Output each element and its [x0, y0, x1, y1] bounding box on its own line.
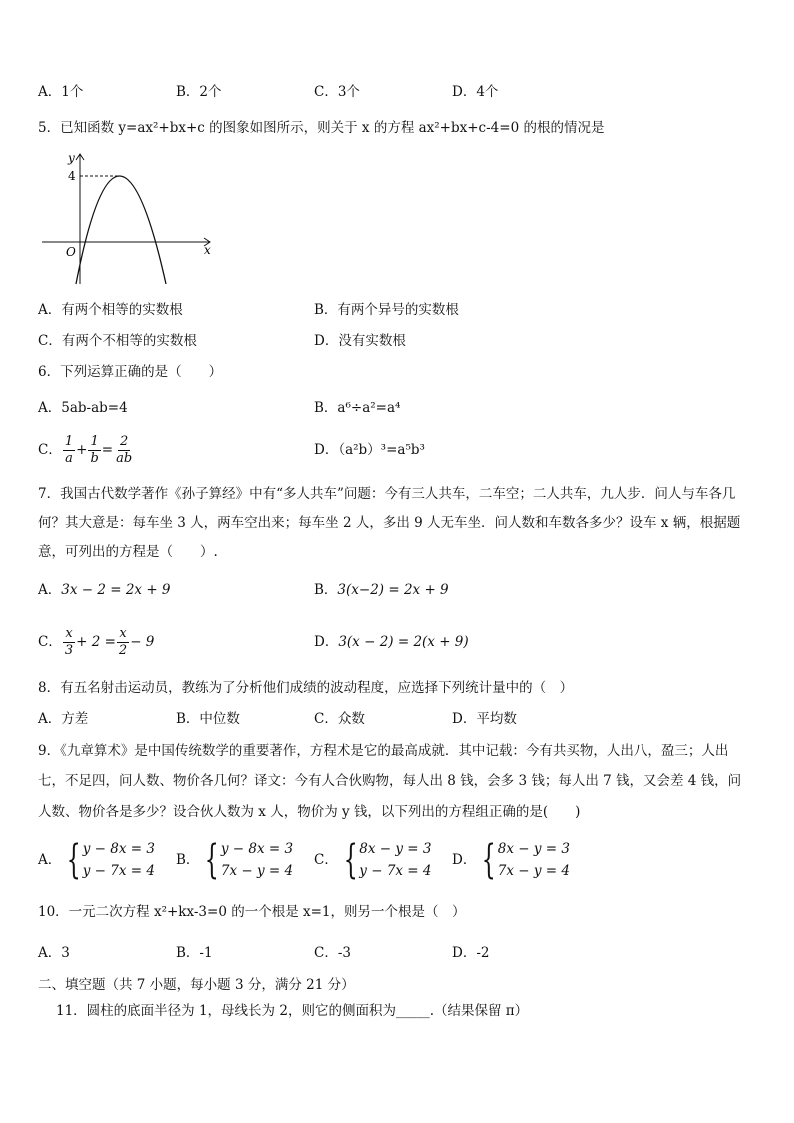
q9-option-d: D． { 8x − y = 3 7x − y = 4: [452, 837, 570, 883]
q5-option-c: C．有两个不相等的实数根: [38, 333, 197, 349]
q10-option-d: D．-2: [452, 945, 490, 961]
q9-option-b: B． { y − 8x = 3 7x − y = 4: [176, 837, 294, 883]
q5-parabola-graph: [38, 148, 218, 288]
q8-option-d: D．平均数: [452, 711, 517, 727]
q10-option-c: C．-3: [314, 945, 351, 961]
fraction: $\frac{x}{2}$: [118, 626, 128, 658]
q7-option-d: D．3(x − 2) = 2(x + 9): [314, 634, 469, 650]
q4-option-b: B．2个: [176, 84, 222, 100]
q6-option-a: A．5ab-ab=4: [38, 400, 128, 416]
q7-line-3: 意，可列出的方程是（ ）.: [38, 544, 218, 560]
q6-option-b: B．a⁶÷a²=a⁴: [314, 400, 401, 416]
q4-option-a: A．1个: [38, 84, 84, 100]
fraction: $\frac{2}{ab}$: [116, 434, 133, 466]
x-axis-label: x: [204, 243, 211, 257]
y-axis-label: y: [68, 151, 75, 165]
origin-label: O: [66, 245, 76, 259]
equation-system: { y − 8x = 3 7x − y = 4: [205, 837, 294, 883]
q4-option-c: C．3个: [314, 84, 360, 100]
q6-stem: 6．下列运算正确的是（ ）: [38, 364, 223, 380]
q11-stem: 11．圆柱的底面半径为 1，母线长为 2，则它的侧面积为_____.（结果保留 π）: [56, 1003, 529, 1019]
q5-option-a: A．有两个相等的实数根: [38, 302, 183, 318]
q6-option-c-label: C．: [38, 442, 62, 458]
section-heading: 二、填空题（共 7 小题，每小题 3 分，满分 21 分）: [38, 977, 355, 993]
q5-option-d: D．没有实数根: [314, 333, 406, 349]
q5-stem: 5．已知函数 y=ax²+bx+c 的图象如图所示，则关于 x 的方程 ax²+bx+c-4=0 的根的情况是: [38, 120, 605, 136]
q8-option-a: A．方差: [38, 711, 89, 727]
equation: 3x − 2 = 2x + 9: [61, 582, 171, 598]
fraction: $\frac{1}{a}$: [64, 434, 74, 466]
q9-option-a: A． { y − 8x = 3 y − 7x = 4: [38, 837, 155, 883]
q7-line-2: 何？其大意是：每车坐 3 人，两车空出来；每车坐 2 人，多出 9 人无车坐．问人数和车数各多少？设车 x 辆，根据题: [38, 515, 741, 531]
q7-option-c: C． $\frac{x}{3}$ + 2 = $\frac{x}{2}$ − 9: [38, 626, 155, 658]
q10-option-a: A．3: [38, 945, 70, 961]
max-value-label: 4: [68, 169, 76, 183]
parabola-curve: [76, 176, 166, 284]
q9-line-2: 七，不足四，问人数、物价各几何？译文：今有人合伙购物，每人出 8 钱，会多 3 钱；每人出 7 钱，又会差 4 钱，问: [38, 773, 742, 789]
q4-option-d: D．4个: [452, 84, 499, 100]
q10-option-b: B．-1: [176, 945, 213, 961]
equation-system: { 8x − y = 3 y − 7x = 4: [343, 837, 432, 883]
q9-line-1: 9．《九章算术》是中国传统数学的重要著作，方程术是它的最高成就．其中记载：今有共买物，人出八，盈三；人出: [38, 743, 729, 759]
q10-stem: 10．一元二次方程 x²+kx-3=0 的一个根是 x=1，则另一个根是（ ）: [38, 904, 466, 920]
q8-option-b: B．中位数: [176, 711, 240, 727]
q5-option-b: B．有两个异号的实数根: [314, 302, 459, 318]
q6-option-c: C． $\frac{1}{a}$ + $\frac{1}{b}$ = $\frac{2}{ab}$: [38, 434, 133, 466]
equation-system: { y − 8x = 3 y − 7x = 4: [66, 837, 155, 883]
q6-option-d: D．（a²b）³=a⁵b³: [314, 442, 425, 458]
fraction: $\frac{1}{b}$: [90, 434, 99, 466]
fraction: $\frac{x}{3}$: [64, 626, 74, 658]
q8-option-c: C．众数: [314, 711, 365, 727]
q7-option-b: B．3(x−2) = 2x + 9: [314, 582, 449, 598]
equation: 3(x − 2) = 2(x + 9): [338, 634, 469, 650]
equation: 3(x−2) = 2x + 9: [337, 582, 449, 598]
q8-stem: 8．有五名射击运动员，教练为了分析他们成绩的波动程度，应选择下列统计量中的（ ）: [38, 680, 574, 696]
equation-system: { 8x − y = 3 7x − y = 4: [482, 837, 570, 883]
q9-line-3: 人数、物价各是多少？设合伙人数为 x 人，物价为 y 钱，以下列出的方程组正确的是( ): [38, 804, 581, 820]
q9-option-c: C． { 8x − y = 3 y − 7x = 4: [314, 837, 432, 883]
q7-option-a: A．3x − 2 = 2x + 9: [38, 582, 171, 598]
q7-line-1: 7．我国古代数学著作《孙子算经》中有“多人共车”问题：今有三人共车，二车空；二人共车，九人步．问人与车各几: [38, 486, 736, 502]
